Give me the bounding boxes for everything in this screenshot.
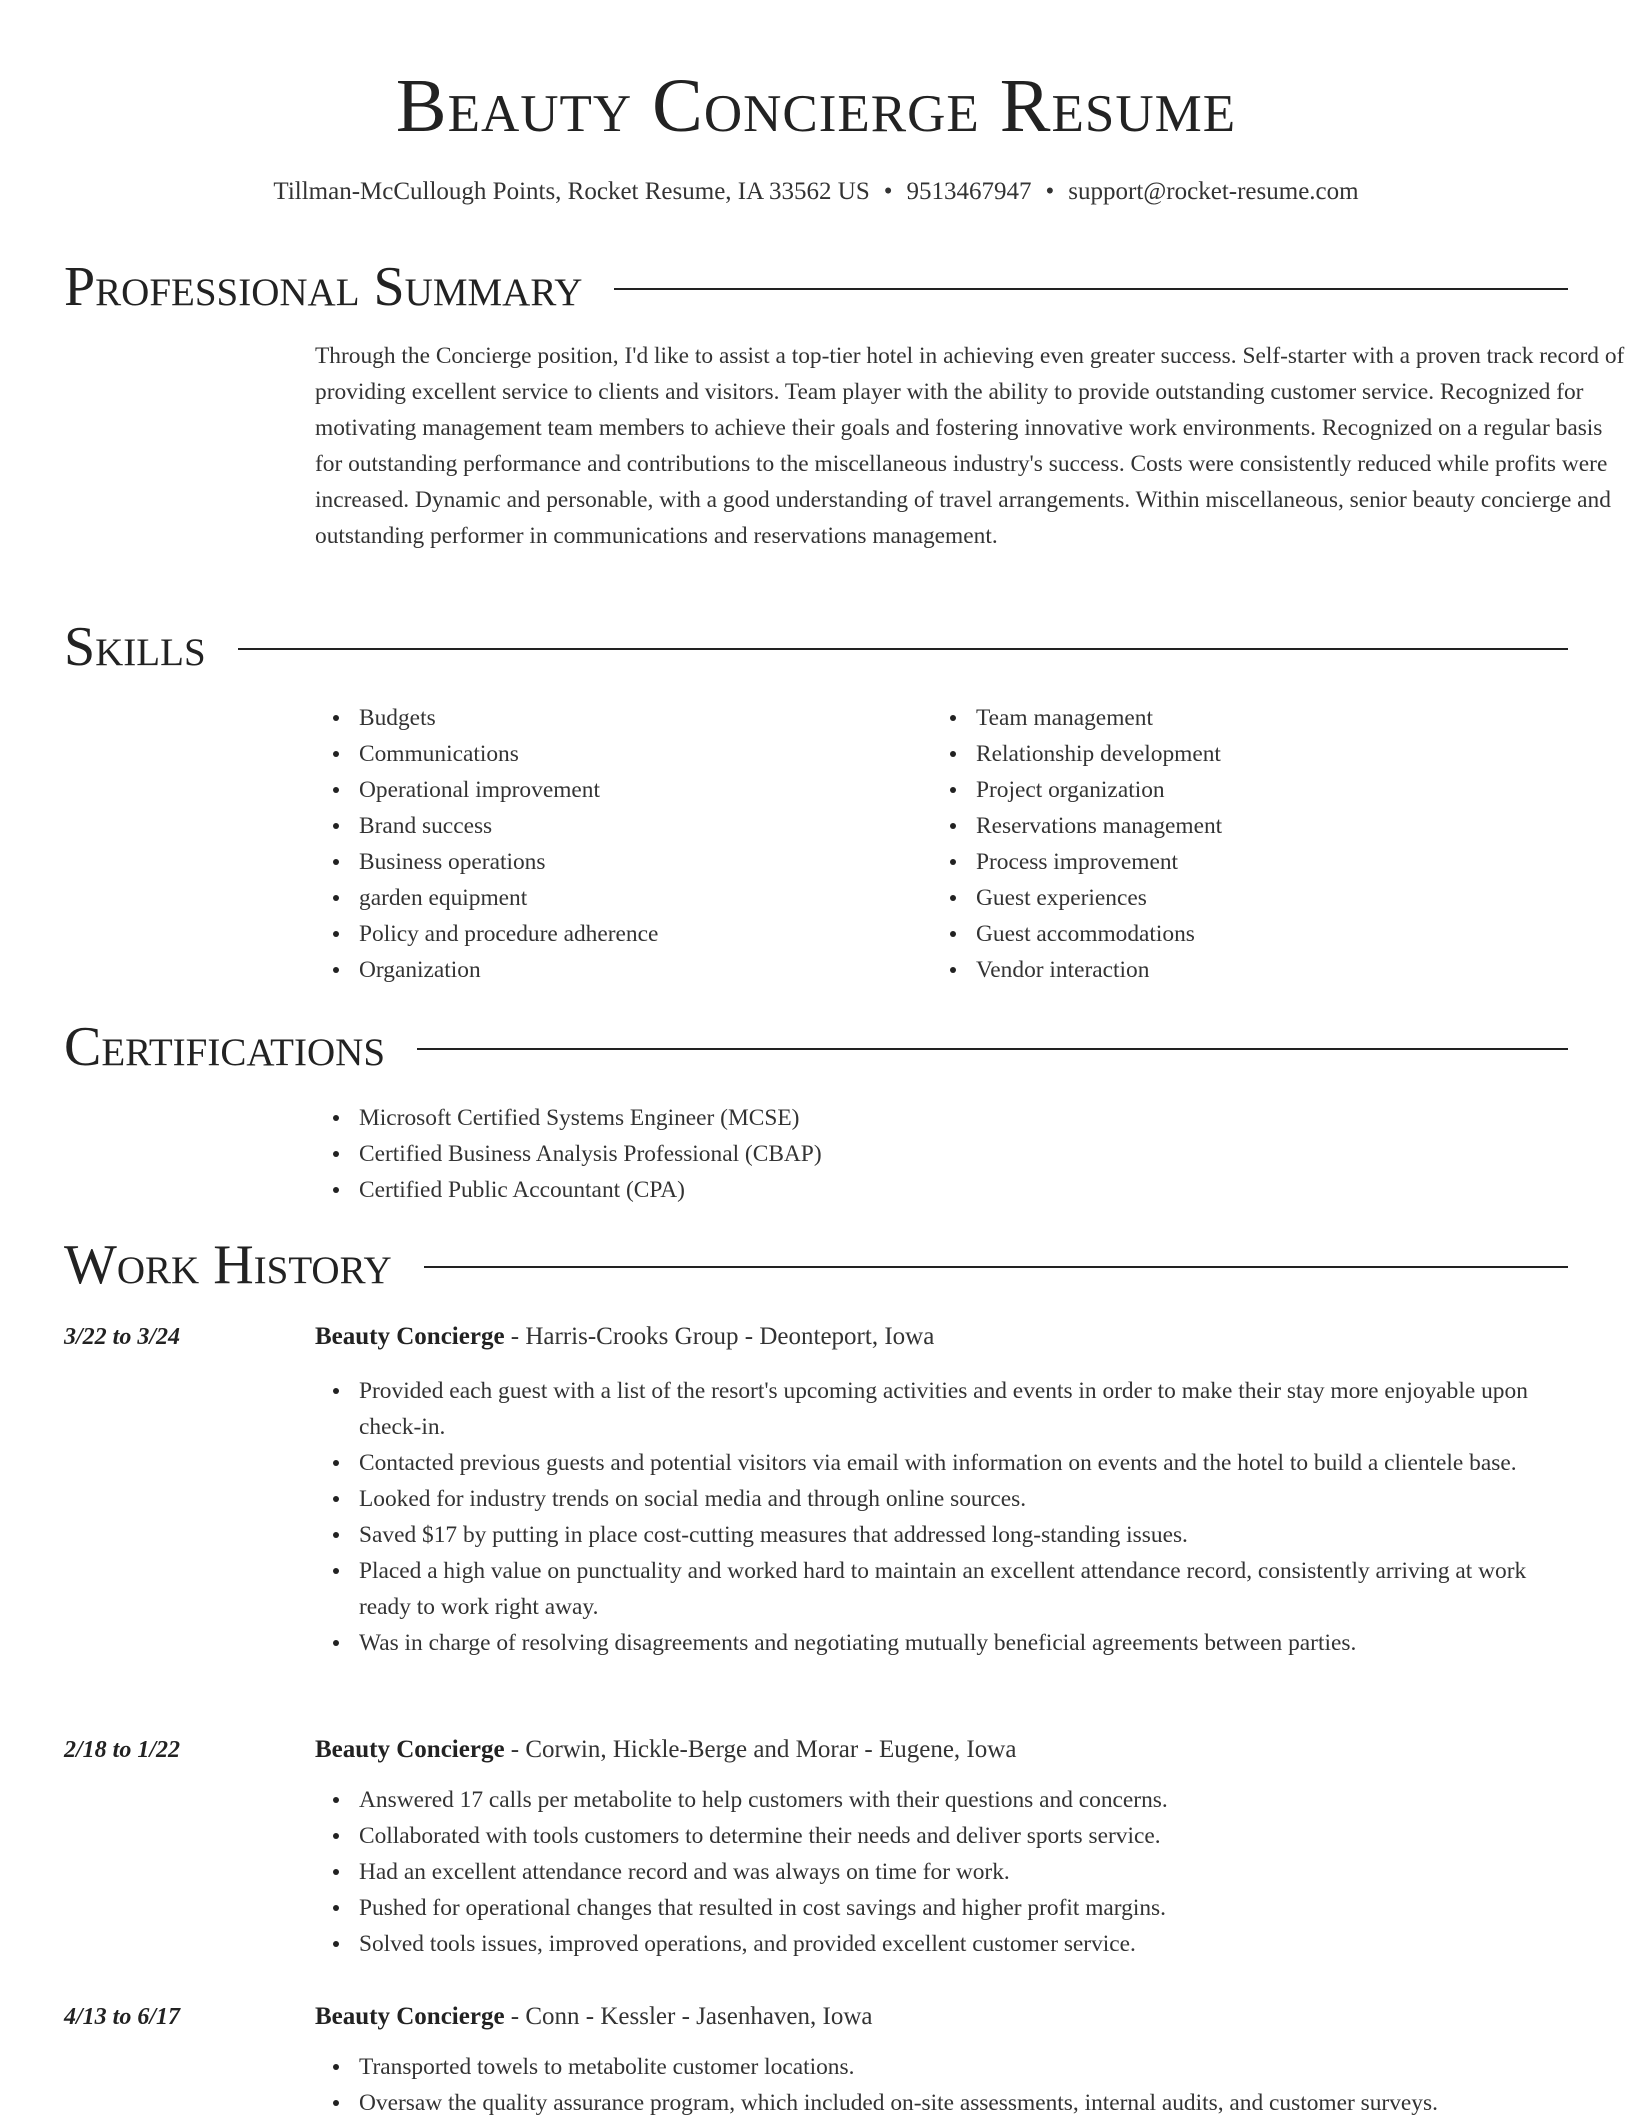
skill-item: Policy and procedure adherence — [315, 916, 915, 952]
job-bullet: Saved $17 by putting in place cost-cutting measures that addressed long-standing issues. — [315, 1517, 1565, 1553]
job-company-location: - Harris-Crooks Group - Deonteport, Iowa — [504, 1323, 935, 1350]
skill-item: Brand success — [315, 808, 915, 844]
job-role: Beauty Concierge — [315, 1736, 505, 1763]
skill-item: Guest accommodations — [932, 916, 1532, 952]
section-divider — [424, 1266, 1568, 1268]
job-heading — [315, 1999, 873, 2035]
work-history-section-header — [64, 1230, 1568, 1300]
job-dates: 4/13 to 6/17 — [64, 2004, 181, 2030]
skill-item: Vendor interaction — [932, 952, 1532, 988]
skills-section-header — [64, 612, 1568, 682]
work-history-heading: Work History — [64, 1234, 392, 1296]
job-dates: 3/22 to 3/24 — [64, 1324, 181, 1350]
job-heading — [315, 1319, 934, 1355]
contact-phone: 9513467947 — [906, 178, 1032, 205]
job-bullet: Contacted previous guests and potential visitors via email with information on events and the hotel to build a clientele base. — [315, 1445, 1565, 1481]
contact-address: Tillman-McCullough Points, Rocket Resume, IA 33562 US — [273, 178, 870, 205]
job-bullet: Solved tools issues, improved operations, and provided excellent customer service. — [315, 1926, 1565, 1962]
section-divider — [614, 288, 1568, 290]
skill-item: Guest experiences — [932, 880, 1532, 916]
skill-item: Budgets — [315, 700, 915, 736]
section-divider — [238, 648, 1568, 650]
summary-text: Through the Concierge position, I'd like to assist a top-tier hotel in achieving even greater success. Self-starter with a proven track record of providing excellent service to clients and visitors. Team player with the ability to provide outstanding customer service. Recognized for motivating management team members to achieve their goals and fostering innovative work environments. Recognized on a regular basis for outstanding performance and contributions to the miscellaneous industry's success. Costs were consistently reduced while profits were increased. Dynamic and personable, with a good understanding of travel arrangements. Within miscellaneous, senior beauty concierge and outstanding performer in communications and reservations management. — [315, 343, 1625, 549]
job-bullet: Oversaw the quality assurance program, which included on-site assessments, internal audits, and customer surveys. — [315, 2085, 1565, 2121]
job-dates: 2/18 to 1/22 — [64, 1737, 181, 1763]
resume-title: Beauty Concierge Resume — [395, 64, 1237, 148]
skill-item: Project organization — [932, 772, 1532, 808]
job-bullets — [315, 1373, 1565, 1661]
skills-heading: Skills — [64, 616, 206, 678]
certification-item: Microsoft Certified Systems Engineer (MCSE) — [315, 1100, 1565, 1136]
certification-item: Certified Business Analysis Professional (CBAP) — [315, 1136, 1565, 1172]
job-bullet: Placed a high value on punctuality and worked hard to maintain an excellent attendance record, consistently arriving at work ready to work right away. — [315, 1553, 1565, 1625]
skill-item: Organization — [315, 952, 915, 988]
certification-item: Certified Public Accountant (CPA) — [315, 1172, 1565, 1208]
job-bullets — [315, 1782, 1565, 1962]
contact-line — [64, 172, 1568, 212]
contact-email: support@rocket-resume.com — [1068, 178, 1359, 205]
certifications-section-header — [64, 1012, 1568, 1082]
job-bullet: Looked for industry trends on social media and through online sources. — [315, 1481, 1565, 1517]
job-bullet: Was in charge of resolving disagreements and negotiating mutually beneficial agreements between parties. — [315, 1625, 1565, 1661]
job-company-location: - Corwin, Hickle-Berge and Morar - Eugene, Iowa — [504, 1736, 1017, 1763]
skill-item: Relationship development — [932, 736, 1532, 772]
certifications-list — [315, 1100, 1565, 1208]
job-bullet: Answered 17 calls per metabolite to help customers with their questions and concerns. — [315, 1782, 1565, 1818]
summary-heading: Professional Summary — [64, 256, 583, 318]
skill-item: Business operations — [315, 844, 915, 880]
job-role: Beauty Concierge — [315, 2003, 505, 2030]
skill-item: Communications — [315, 736, 915, 772]
contact-separator: • — [883, 178, 893, 205]
certifications-heading: Certifications — [64, 1016, 386, 1078]
job-bullet: Collaborated with tools customers to determine their needs and deliver sports service. — [315, 1818, 1565, 1854]
job-company-location: - Conn - Kessler - Jasenhaven, Iowa — [504, 2003, 873, 2030]
contact-separator: • — [1045, 178, 1055, 205]
section-divider — [417, 1048, 1568, 1050]
skills-list-left — [315, 700, 915, 988]
skills-list-right — [932, 700, 1532, 988]
skill-item: Team management — [932, 700, 1532, 736]
job-bullet: Transported towels to metabolite customer locations. — [315, 2049, 1565, 2085]
skill-item: Reservations management — [932, 808, 1532, 844]
job-role: Beauty Concierge — [315, 1323, 505, 1350]
summary-section-header — [64, 252, 1568, 322]
skill-item: Operational improvement — [315, 772, 915, 808]
skill-item: Process improvement — [932, 844, 1532, 880]
job-bullet: Provided each guest with a list of the resort's upcoming activities and events in order to make their stay more enjoyable upon check-in. — [315, 1373, 1565, 1445]
job-bullets — [315, 2049, 1565, 2121]
skill-item: garden equipment — [315, 880, 915, 916]
job-heading — [315, 1732, 1016, 1768]
job-bullet: Had an excellent attendance record and was always on time for work. — [315, 1854, 1565, 1890]
job-bullet: Pushed for operational changes that resulted in cost savings and higher profit margins. — [315, 1890, 1565, 1926]
